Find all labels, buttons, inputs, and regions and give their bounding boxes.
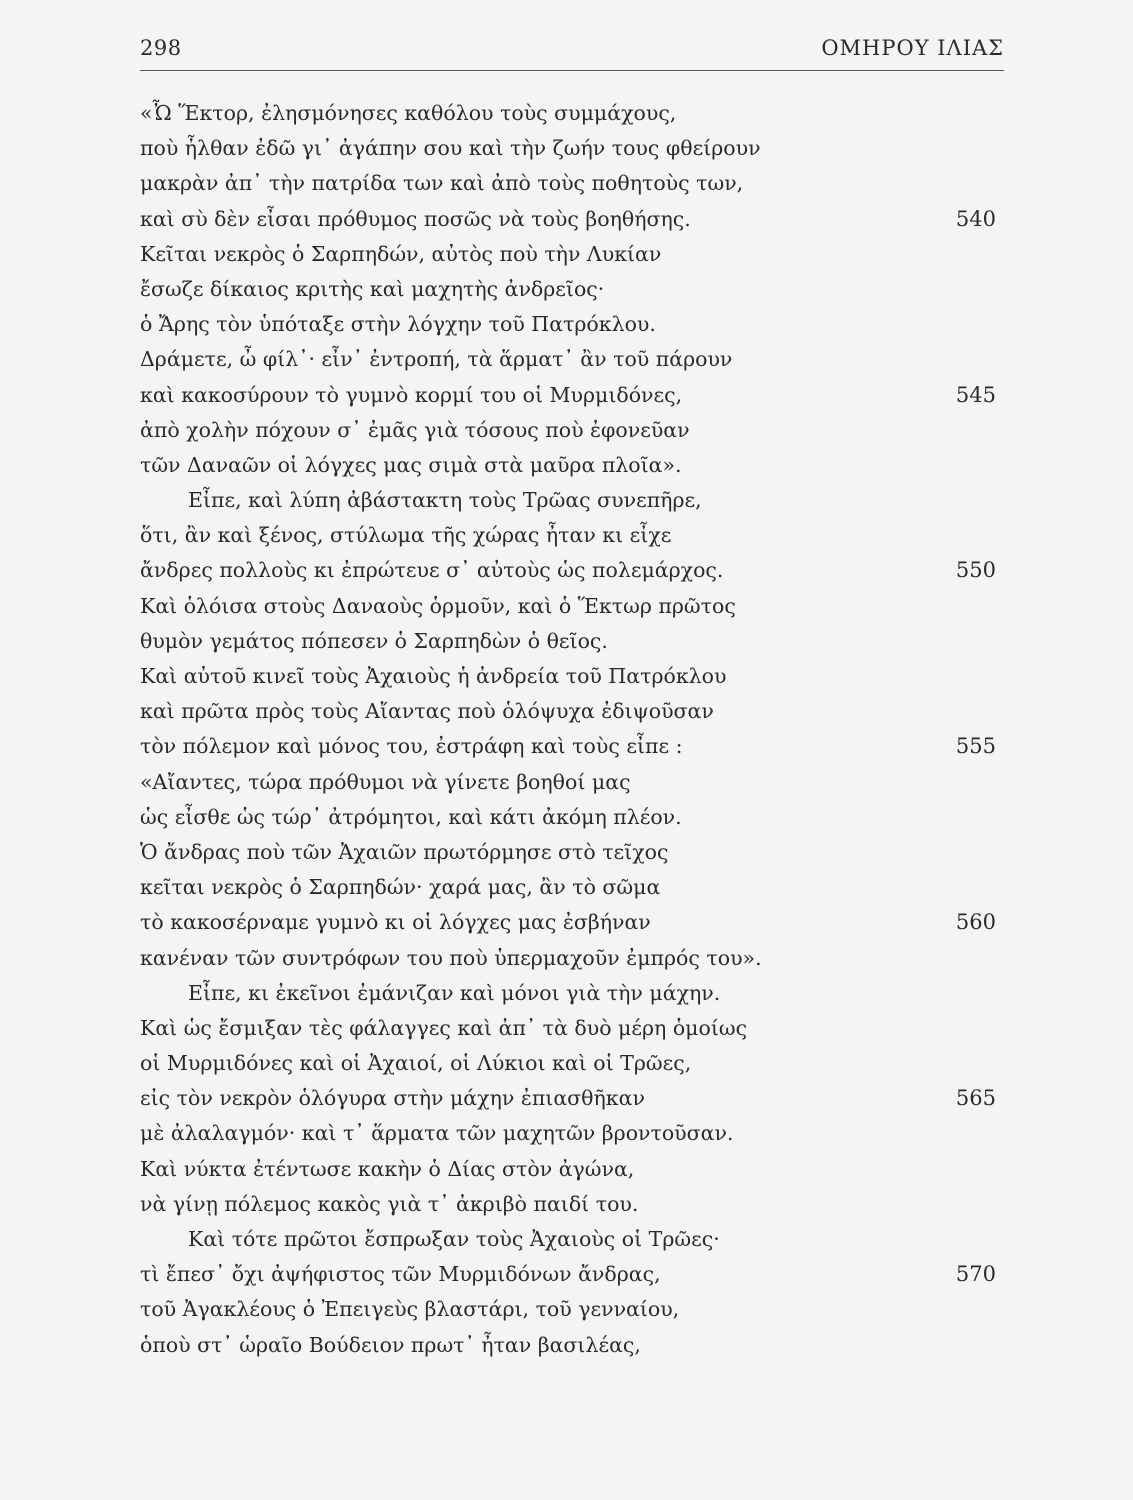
verse-line xyxy=(140,413,1004,448)
line-number: 570 xyxy=(955,1262,996,1287)
verse-line xyxy=(140,1328,1004,1363)
verse-line xyxy=(140,835,1004,870)
verse-text: ὁ Ἄρης τὸν ὑπόταξε στὴν λόγχην τοῦ Πατρόκλου. xyxy=(140,312,656,337)
verse-text: «Ὦ Ἕκτορ, ἐλησμόνησες καθόλου τοὺς συμμάχους, xyxy=(140,101,677,125)
verse-text: εἰς τὸν νεκρὸν ὁλόγυρα στὴν μάχην ἐπιασθῆκαν xyxy=(140,1086,645,1111)
line-number: 550 xyxy=(955,558,996,583)
verse-line xyxy=(140,448,1004,483)
verse-line xyxy=(140,483,1004,518)
verse-text: Καὶ αὐτοῦ κινεῖ τοὺς Ἀχαιοὺς ἡ ἀνδρεία τοῦ Πατρόκλου xyxy=(140,664,727,688)
line-number: 540 xyxy=(955,206,996,231)
verse-text: καὶ πρῶτα πρὸς τοὺς Αἴαντας ποὺ ὁλόψυχα ἐδιψοῦσαν xyxy=(140,699,714,724)
verse-line xyxy=(140,589,1004,624)
verse-line xyxy=(140,1046,1004,1081)
verse-line xyxy=(140,237,1004,272)
verse-text: Καὶ νύκτα ἐτέντωσε κακὴν ὁ Δίας στὸν ἀγώνα, xyxy=(140,1156,635,1181)
verse-line xyxy=(140,1011,1004,1046)
verse-line xyxy=(140,1257,1004,1292)
verse-text: καὶ κακοσύρουν τὸ γυμνὸ κορμί του οἱ Μυρμιδόνες, xyxy=(140,382,683,407)
verse-line xyxy=(140,870,1004,905)
verse-text: κανέναν τῶν συντρόφων του ποὺ ὑπερμαχοῦν ἐμπρός του». xyxy=(140,945,762,970)
verse-line xyxy=(140,1187,1004,1222)
verse-line xyxy=(140,272,1004,307)
verse-line xyxy=(140,624,1004,659)
verse-text: τοῦ Ἀγακλέους ὁ Ἐπειγεὺς βλαστάρι, τοῦ γενναίου, xyxy=(140,1297,680,1322)
verse-line xyxy=(140,131,1004,166)
page-header xyxy=(140,36,1004,70)
verse-line xyxy=(140,378,1004,413)
verse-line xyxy=(140,1292,1004,1327)
verse-text: τὶ ἔπεσ᾽ ὄχι ἀψήφιστος τῶν Μυρμιδόνων ἄνδρας, xyxy=(140,1262,661,1287)
verse-text: Καὶ τότε πρῶτοι ἔσπρωξαν τοὺς Ἀχαιοὺς οἱ Τρῶες· xyxy=(188,1227,720,1251)
verse-text: Καὶ ὡς ἔσμιξαν τὲς φάλαγγες καὶ ἀπ᾽ τὰ δυὸ μέρη ὁμοίως xyxy=(140,1015,748,1040)
verse-line xyxy=(140,1081,1004,1116)
verse-line xyxy=(140,1152,1004,1187)
verse-text: «Αἴαντες, τώρα πρόθυμοι νὰ γίνετε βοηθοί μας xyxy=(140,769,631,794)
page-number: 298 xyxy=(140,36,182,60)
verse-line xyxy=(140,694,1004,729)
verse-text: ἔσωζε δίκαιος κριτὴς καὶ μαχητὴς ἀνδρεῖος· xyxy=(140,276,605,301)
verse-line xyxy=(140,202,1004,237)
verse-line xyxy=(140,941,1004,976)
verse-text: Καὶ ὁλόισα στοὺς Δαναοὺς ὁρμοῦν, καὶ ὁ Ἕκτωρ πρῶτος xyxy=(140,593,736,618)
verse-text: ὅτι, ἂν καὶ ξένος, στύλωμα τῆς χώρας ἦταν κι εἶχε xyxy=(140,523,672,548)
verse-line xyxy=(140,96,1004,131)
verse-text: μὲ ἀλαλαγμόν· καὶ τ᾽ ἅρματα τῶν μαχητῶν βροντοῦσαν. xyxy=(140,1121,734,1146)
verse-text: Εἶπε, καὶ λύπη ἀβάστακτη τοὺς Τρῶας συνεπῆρε, xyxy=(188,488,702,513)
verse-text: Κεῖται νεκρὸς ὁ Σαρπηδών, αὐτὸς ποὺ τὴν Λυκίαν xyxy=(140,241,662,266)
verse-line xyxy=(140,166,1004,201)
verse-line xyxy=(140,307,1004,342)
verse-text: ὡς εἶσθε ὡς τώρ᾽ ἀτρόμητοι, καὶ κάτι ἀκόμη πλέον. xyxy=(140,804,682,829)
verse-line xyxy=(140,659,1004,694)
line-number: 565 xyxy=(955,1086,996,1111)
verse-text: νὰ γίνῃ πόλεμος κακὸς γιὰ τ᾽ ἀκριβὸ παιδί του. xyxy=(140,1191,639,1216)
verse-text: μακρὰν ἀπ᾽ τὴν πατρίδα των καὶ ἀπὸ τοὺς ποθητοὺς των, xyxy=(140,171,744,196)
verse-text: τὸ κακοσέρναμε γυμνὸ κι οἱ λόγχες μας ἐσβήναν xyxy=(140,910,651,935)
verse-text: θυμὸν γεμάτος πόπεσεν ὁ Σαρπηδὼν ὁ θεῖος. xyxy=(140,628,608,653)
line-number: 545 xyxy=(955,382,996,407)
verse-text: οἱ Μυρμιδόνες καὶ οἱ Ἀχαιοί, οἱ Λύκιοι καὶ οἱ Τρῶες, xyxy=(140,1051,692,1076)
verse-text: Ὁ ἄνδρας ποὺ τῶν Ἀχαιῶν πρωτόρμησε στὸ τεῖχος xyxy=(140,839,669,864)
running-title: ΟΜΗΡΟΥ ΙΛΙΑΣ xyxy=(821,36,1004,60)
verse-line xyxy=(140,976,1004,1011)
verse-text: ποὺ ἦλθαν ἐδῶ γι᾽ ἀγάπην σου καὶ τὴν ζωήν τους φθείρουν xyxy=(140,136,761,161)
verse-line xyxy=(140,1222,1004,1257)
header-rule xyxy=(140,70,1004,71)
verse-text: Δράμετε, ὦ φίλ᾽· εἶν᾽ ἐντροπή, τὰ ἅρματ᾽ ἂν τοῦ πάρουν xyxy=(140,347,733,372)
verse-text: τῶν Δαναῶν οἱ λόγχες μας σιμὰ στὰ μαῦρα πλοῖα». xyxy=(140,452,682,477)
line-number: 555 xyxy=(955,734,996,759)
verse-text: καὶ σὺ δὲν εἶσαι πρόθυμος ποσῶς νὰ τοὺς βοηθήσης. xyxy=(140,206,691,231)
verse-text: ἄνδρες πολλοὺς κι ἐπρώτευε σ᾽ αὐτοὺς ὡς πολεμάρχος. xyxy=(140,558,724,583)
verse-line xyxy=(140,518,1004,553)
verse-text: ἀπὸ χολὴν πόχουν σ᾽ ἐμᾶς γιὰ τόσους ποὺ ἐφονεῦαν xyxy=(140,417,690,442)
poem-body xyxy=(140,96,1004,1363)
verse-line xyxy=(140,800,1004,835)
verse-text: τὸν πόλεμον καὶ μόνος του, ἐστράφη καὶ τοὺς εἶπε : xyxy=(140,734,683,759)
verse-text: ὁποὺ στ᾽ ὡραῖο Βούδειον πρωτ᾽ ἦταν βασιλέας, xyxy=(140,1332,641,1357)
verse-line xyxy=(140,765,1004,800)
verse-line xyxy=(140,553,1004,588)
verse-line xyxy=(140,1116,1004,1151)
verse-line xyxy=(140,342,1004,377)
verse-text: κεῖται νεκρὸς ὁ Σαρπηδών· χαρά μας, ἂν τὸ σῶμα xyxy=(140,875,661,900)
verse-line xyxy=(140,729,1004,764)
verse-text: Εἶπε, κι ἐκεῖνοι ἐμάνιζαν καὶ μόνοι γιὰ τὴν μάχην. xyxy=(188,980,721,1005)
line-number: 560 xyxy=(955,910,996,935)
verse-line xyxy=(140,905,1004,940)
